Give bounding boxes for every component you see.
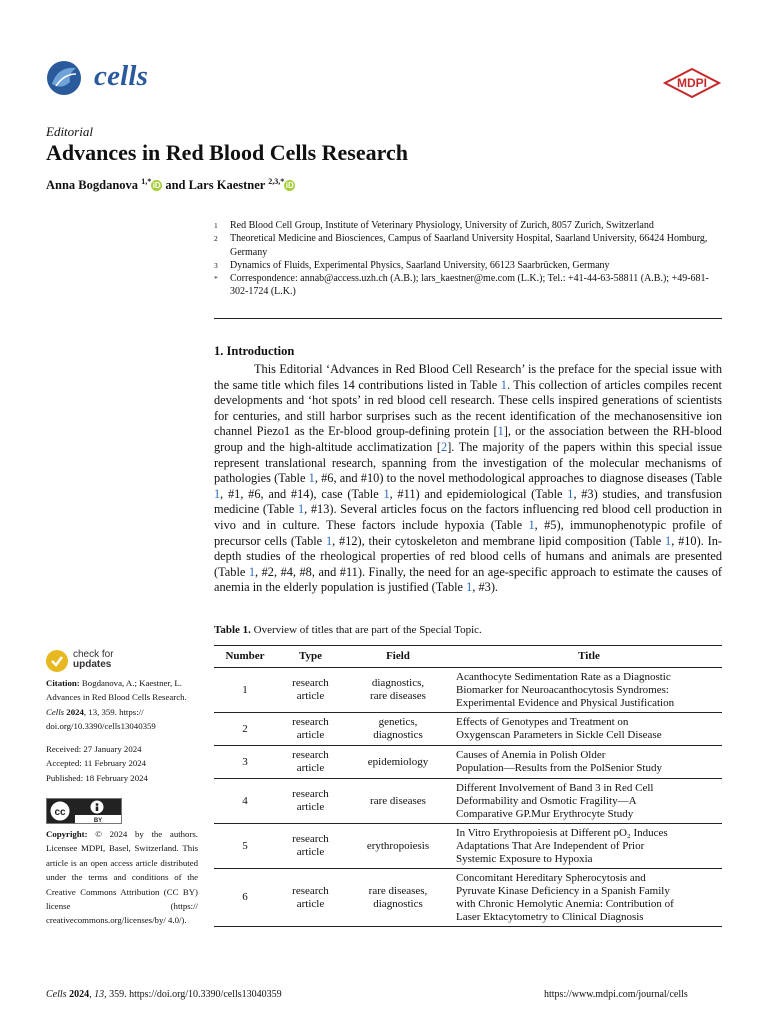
cell-field-line: diagnostics	[373, 729, 423, 741]
svg-text:cc: cc	[54, 807, 66, 818]
table-caption	[214, 624, 482, 636]
cell-field	[345, 746, 451, 779]
cell-type-line: research	[292, 884, 329, 897]
paragraph-text: , #10). In-depth studies of the rheological properties of red blood cells of humans and animals are presented (Table	[214, 533, 722, 579]
svg-text:BY: BY	[93, 818, 103, 824]
cells-logo-icon	[46, 60, 82, 96]
cell-title-line: Concomitant Hereditary Spherocytosis and	[456, 871, 646, 884]
citation-block	[46, 676, 198, 734]
received-date: Received: 27 January 2024	[46, 744, 142, 754]
affiliation	[214, 219, 726, 232]
check-updates-line1: check for	[73, 649, 114, 660]
correspondence	[214, 272, 726, 299]
paragraph-text: , #13). Several articles focus on the factors influencing red blood cell production in vivo and in culture. These factors include hypoxia (Table	[214, 502, 722, 532]
citation-doi-link[interactable]: https:// doi.org/10.3390/cells13040359	[46, 706, 156, 732]
cell-title-line: Comparative GP.Mur Erythrocyte Study	[456, 807, 634, 820]
table-row	[214, 668, 722, 713]
cell-title	[451, 746, 722, 779]
cc-by-license-icon[interactable]	[46, 798, 122, 824]
cell-title-line: Adaptations That Are Independent of Prior	[456, 839, 645, 852]
cell-title-line: Experimental Evidence and Physical Justification	[456, 696, 675, 709]
cell-field	[345, 713, 451, 746]
reference-link[interactable]: 1	[214, 486, 221, 501]
intro-paragraph	[214, 362, 722, 596]
cell-number: 1	[214, 668, 276, 713]
citation-text: Bogdanova, A.; Kaestner, L. Advances in Red Blood Cells Research.	[46, 678, 187, 703]
paragraph-text: ]. The majority of the papers within this special issue represent translational research, spanning from the investigation of the molecular mechanisms of pathologies (Table	[214, 439, 722, 486]
cell-field	[345, 869, 451, 927]
cell-type	[276, 668, 345, 713]
paragraph-text: , #11) and epidemiological (Table	[389, 486, 568, 501]
cell-type-line: article	[296, 690, 325, 702]
article-title: Advances in Red Blood Cells Research	[46, 140, 408, 165]
cell-title-line: Oxygenscan Parameters in Sickle Cell Disease	[456, 729, 662, 741]
section-heading: 1. Introduction	[214, 344, 295, 358]
cell-field-line: rare diseases	[370, 690, 426, 702]
cell-title	[451, 713, 722, 746]
cell-type-line: research	[292, 716, 329, 728]
correspondence-text: Correspondence: annab@access.uzh.ch (A.B.); lars_kaestner@me.com (L.K.); Tel.: +41-44-63-58811 (A.B.); +49-681-302-1724 (L.K.)	[230, 273, 709, 298]
reference-link[interactable]: 1	[383, 486, 390, 501]
paragraph-text: , #3).	[472, 580, 499, 595]
cell-type	[276, 824, 345, 869]
reference-link[interactable]: 1	[466, 580, 473, 595]
table-body	[214, 668, 722, 927]
table-row	[214, 824, 722, 869]
header-divider	[214, 318, 722, 319]
check-for-updates-button[interactable]	[46, 648, 166, 676]
cell-field	[345, 824, 451, 869]
footer-citation: Cells 2024, 13, 359. https://doi.org/10.3390/cells13040359	[46, 989, 282, 1000]
affiliation	[214, 232, 726, 259]
affiliation-text: Theoretical Medicine and Biosciences, Campus of Saarland University Hospital, Saarland University, 66424 Homburg, Germany	[230, 233, 708, 258]
cell-field-line: rare diseases,	[368, 884, 428, 897]
publication-dates	[46, 742, 198, 785]
check-updates-line2: updates	[73, 659, 112, 670]
paragraph-text: , #12), their cytoskeleton and membrane lipid composition (Table	[332, 533, 666, 548]
cell-title-line: Effects of Genotypes and Treatment on	[456, 716, 629, 728]
cell-type-line: research	[292, 788, 329, 800]
cell-type-line: article	[296, 762, 325, 774]
cell-number: 2	[214, 713, 276, 746]
affiliation	[214, 259, 726, 272]
author-list	[46, 177, 295, 193]
reference-link[interactable]: 1	[297, 502, 305, 517]
overview-table	[214, 645, 722, 927]
paragraph-text: , #2, #4, #8, and #11). Finally, the need for an age-specific approach to estimate the causes of anemia in the elderly population is justified (Table	[214, 564, 722, 595]
paragraph-text: , #1, #6, and #14), case (Table	[220, 486, 384, 501]
paragraph-text: , #5), immunophenotypic profile of precursor cells (Table	[214, 517, 723, 548]
table-caption-text: Overview of titles that are part of the Special Topic.	[253, 624, 482, 636]
author-affiliation-marks: 1,*	[141, 177, 152, 186]
mdpi-logo-icon	[663, 68, 721, 98]
cell-type-line: article	[296, 801, 325, 813]
footer-journal: Cells	[46, 989, 67, 1000]
reference-link[interactable]: 1	[497, 424, 504, 439]
cell-field-line: rare diseases	[370, 794, 426, 807]
accepted-date: Accepted: 11 February 2024	[46, 758, 147, 769]
footer-journal-url[interactable]: https://www.mdpi.com/journal/cells	[544, 989, 688, 1000]
cell-title	[451, 869, 722, 927]
affiliations	[214, 219, 726, 299]
author-name: Anna Bogdanova	[46, 178, 139, 193]
cell-field-line: diagnostics,	[371, 677, 425, 689]
reference-link[interactable]: 1	[567, 486, 574, 501]
footer-volume: 13	[94, 989, 105, 1000]
cell-type-line: article	[296, 729, 325, 741]
cell-title-line: Biomarker for Neuroacanthocytosis Syndromes:	[456, 683, 669, 696]
column-header-field: Field	[345, 646, 451, 668]
affiliation-mark: 2	[214, 234, 218, 244]
table-row	[214, 746, 722, 779]
published-date: Published: 18 February 2024	[46, 772, 148, 783]
cell-title-line: Different Involvement of Band 3 in Red Cell	[456, 781, 654, 794]
cell-title-line: Causes of Anemia in Polish Older	[456, 749, 606, 761]
footer-doi[interactable]: , 359. https://doi.org/10.3390/cells13040359	[104, 989, 282, 1000]
cell-type-line: article	[296, 897, 325, 910]
cell-title	[451, 824, 722, 869]
cell-type	[276, 779, 345, 824]
cell-title-line: In Vitro Erythropoiesis at Different pO₂ Induces	[456, 826, 668, 839]
cell-type-line: article	[296, 846, 325, 858]
cell-field-line: epidemiology	[367, 755, 429, 768]
reference-link[interactable]: 1	[500, 377, 507, 392]
cell-type-line: research	[292, 749, 329, 761]
cell-number: 3	[214, 746, 276, 779]
paragraph-text: This Editorial ‘Advances in Red Blood Cell Research’ is the preface for the special issue with the same title which files 14 contributions listed in Table	[214, 362, 722, 392]
citation-journal: Cells	[46, 706, 65, 717]
cell-type-line: research	[292, 677, 329, 689]
paragraph-text: , #3) studies, and transfusion medicine (Table	[214, 486, 722, 517]
table-row	[214, 869, 722, 927]
author-connector: and	[165, 178, 186, 193]
cell-title-line: Systemic Exposure to Hypoxia	[456, 852, 593, 865]
cell-title-line: Population—Results from the PolSenior Study	[456, 762, 662, 774]
affiliation-mark: 1	[214, 221, 218, 230]
cell-number: 6	[214, 869, 276, 927]
cell-title-line: with Chronic Hemolytic Anemia: Contribution of	[456, 897, 674, 910]
cell-number: 4	[214, 779, 276, 824]
cell-type	[276, 713, 345, 746]
cell-number: 5	[214, 824, 276, 869]
cell-field-line: erythropoiesis	[366, 839, 430, 852]
author-name: Lars Kaestner	[188, 178, 266, 193]
copyright-text: © 2024 by the authors. Licensee MDPI, Basel, Switzerland. This article is an open access article distributed under the terms and conditions of the Creative Commons Attribution (CC BY) license (https:// creativecommons.org/licenses/by/ 4.0/).	[46, 829, 199, 926]
table-row	[214, 713, 722, 746]
citation-volume: , 13, 359.	[83, 706, 117, 717]
cell-title	[451, 668, 722, 713]
journal-name: cells	[94, 60, 149, 92]
reference-link[interactable]: 2	[441, 439, 448, 454]
table-header-row	[214, 646, 722, 668]
affiliation-mark: *	[214, 274, 218, 284]
cell-title-line: Laser Ektacytometry to Clinical Diagnosis	[456, 910, 644, 923]
table-row	[214, 779, 722, 824]
reference-link[interactable]: 1	[528, 517, 535, 532]
cell-field-line: genetics,	[378, 716, 418, 728]
author-affiliation-marks: 2,3,*	[268, 177, 285, 186]
footer-year: 2024	[69, 989, 90, 1000]
cell-title	[451, 779, 722, 824]
reference-link[interactable]: 1	[325, 533, 333, 548]
cell-field-line: diagnostics	[373, 897, 423, 910]
paragraph-text: . This collection of articles compiles recent developments and ‘hot spots’ in red blood cell research. These cells inspired generations of scientists for centuries, and still harbor surprises such as the recent identification of the mechanosensitive ion channel Piezo1 as the Er-blood group-defining protein [	[214, 377, 722, 439]
copyright-label: Copyright:	[46, 829, 88, 839]
cell-field	[345, 668, 451, 713]
table-caption-label: Table 1.	[214, 624, 251, 636]
cell-title-line: Acanthocyte Sedimentation Rate as a Diagnostic	[456, 670, 671, 683]
paragraph-text: ], or the association between the RH-blood group and the high-altitude acclimatization [	[214, 424, 722, 454]
check-updates-label	[73, 650, 114, 670]
check-updates-icon	[46, 650, 68, 672]
orcid-icon[interactable]: iD	[285, 181, 294, 191]
reference-link[interactable]: 1	[248, 564, 256, 579]
citation-label: Citation:	[46, 678, 80, 688]
reference-link[interactable]: 1	[665, 533, 672, 548]
cell-type	[276, 746, 345, 779]
cell-type-line: research	[292, 833, 329, 845]
cell-type	[276, 869, 345, 927]
reference-link[interactable]: 1	[308, 471, 315, 486]
affiliation-mark: 3	[214, 260, 218, 270]
cell-title-line: Pyruvate Kinase Deficiency in a Spanish Family	[456, 884, 670, 897]
cell-title-line: Deformability and Osmotic Fragility—A	[456, 794, 637, 807]
affiliation-text: Dynamics of Fluids, Experimental Physics, Saarland University, 66123 Saarbrücken, Germany	[230, 259, 610, 271]
publisher-name: MDPI	[677, 76, 707, 90]
orcid-icon[interactable]: iD	[152, 181, 161, 191]
copyright-notice	[46, 827, 198, 928]
column-header-number: Number	[214, 646, 276, 668]
article-type: Editorial	[46, 124, 93, 139]
paragraph-text: , #6, and #10) to the novel methodological approaches to diagnose diseases (Table	[314, 471, 722, 486]
cell-field	[345, 779, 451, 824]
affiliation-text: Red Blood Cell Group, Institute of Veterinary Physiology, University of Zurich, 8057 Zurich, Switzerland	[230, 220, 654, 231]
column-header-title: Title	[451, 646, 722, 668]
citation-year: 2024	[66, 706, 84, 717]
column-header-type: Type	[276, 646, 345, 668]
